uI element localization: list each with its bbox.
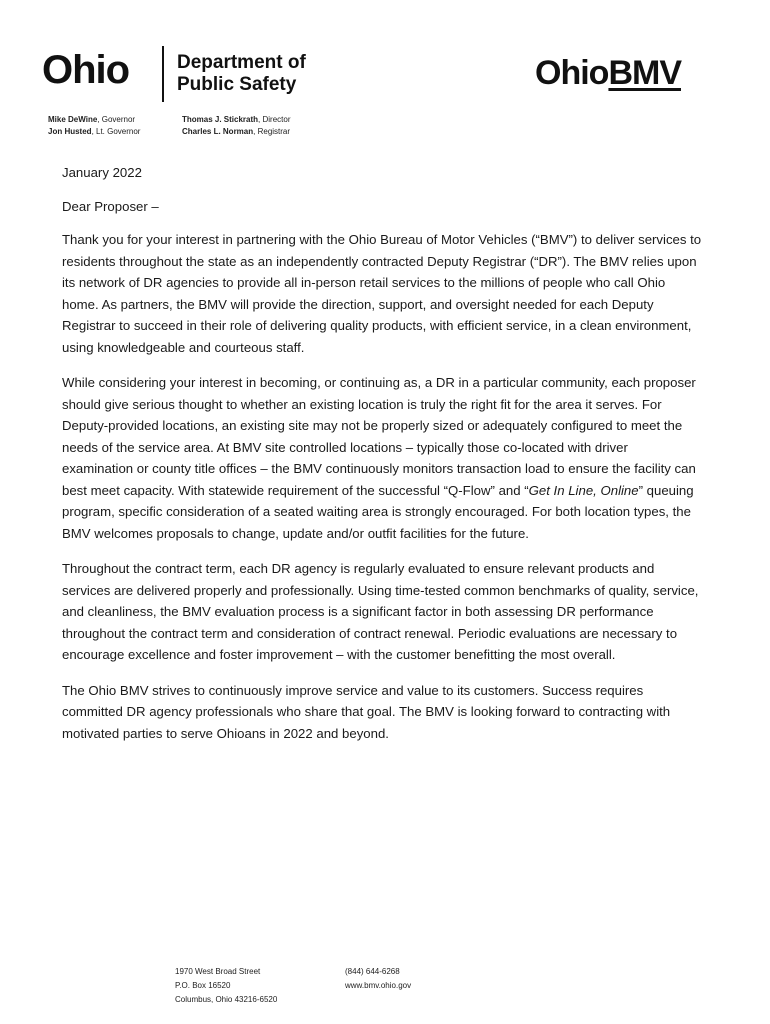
ohio-logo-text: Ohio bbox=[42, 48, 130, 92]
phone-number: (844) 644-6268 bbox=[345, 967, 400, 976]
letter-body bbox=[62, 162, 702, 758]
logo-divider bbox=[162, 46, 164, 102]
paragraph-3: Throughout the contract term, each DR agency is regularly evaluated to ensure relevant products and services are delivered properly and professionally. Using time-tested common benchmarks of quality, service, and cleanliness, the BMV evaluation process is a significant factor in both assessing DR performance throughout the contract term and consideration of contract renewal. Periodic evaluations are necessary to encourage excellence and foster improvement – with the customer benefitting the most overall. bbox=[62, 561, 699, 662]
letter-salutation: Dear Proposer – bbox=[62, 198, 159, 214]
ohio-bmv-logo bbox=[535, 56, 681, 90]
official-director: Thomas J. Stickrath, Director bbox=[182, 115, 291, 124]
bmv-logo-bmv: BMV bbox=[608, 54, 681, 92]
website: www.bmv.ohio.gov bbox=[345, 981, 412, 990]
bmv-logo-ohio: Ohio bbox=[535, 54, 609, 92]
paragraph-4: The Ohio BMV strives to continuously improve service and value to its customers. Success requires committed DR agency professionals who share that goal. The BMV is looking forward to contracting with motivated parties to serve Ohioans in 2022 and beyond. bbox=[62, 682, 671, 741]
official-registrar: Charles L. Norman, Registrar bbox=[182, 127, 291, 136]
paragraph-1: Thank you for your interest in partnering with the Ohio Bureau of Motor Vehicles (“BMV”) to deliver services to residents throughout the state as an independently contracted Deputy Registrar (“DR”). The BMV relies upon its network of DR agencies to provide all in-person retail services to the millions of people who call Ohio home. As partners, the BMV will provide the direction, support, and oversight needed for each Deputy Registrar to succeed in their role of delivering quality products, with efficient service, in a clean environment, using knowledgeable and courteous staff. bbox=[62, 232, 702, 355]
footer-address bbox=[175, 965, 277, 1007]
footer-contact bbox=[345, 965, 411, 993]
letter-date: January 2022 bbox=[62, 165, 142, 180]
paragraph-2: While considering your interest in becoming, or continuing as, a DR in a particular community, each proposer should give serious thought to whether an existing location is truly the right fit for the area it serves. For Deputy-provided locations, an existing site may not be properly sized or adequately configured to meet the needs of the service area. At BMV site controlled locations – typically those co-located with driver examination or county title offices – the BMV continuously monitors transaction load to ensure the facility can best meet capacity. With statewide requirement of the successful “Q-Flow” and “Get In Line, Online” queuing program, specific consideration of a seated waiting area is strongly encouraged. For both location types, the BMV welcomes proposals to change, update and/or outfit facilities for the future. bbox=[62, 375, 696, 541]
queue-program-name: Get In Line, Online bbox=[528, 482, 639, 498]
department-line-1: Department of bbox=[177, 52, 306, 73]
department-line-2: Public Safety bbox=[177, 74, 297, 95]
officials-left bbox=[48, 114, 140, 138]
address-line-3: Columbus, Ohio 43216-6520 bbox=[175, 995, 278, 1004]
address-line-1: 1970 West Broad Street bbox=[175, 967, 261, 976]
ohio-logo bbox=[42, 50, 129, 90]
officials-right bbox=[182, 114, 290, 138]
official-governor: Mike DeWine, Governor bbox=[48, 115, 136, 124]
address-line-2: P.O. Box 16520 bbox=[175, 981, 231, 990]
official-lt-governor: Jon Husted, Lt. Governor bbox=[48, 127, 141, 136]
department-name bbox=[177, 52, 306, 96]
